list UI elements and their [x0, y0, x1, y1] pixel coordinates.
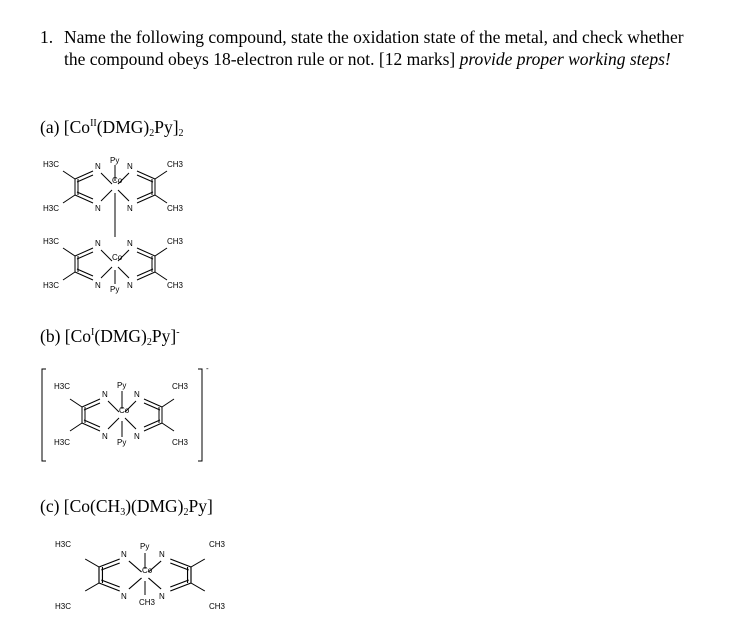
svg-text:N: N — [127, 204, 133, 213]
svg-text:CH3: CH3 — [139, 598, 156, 607]
svg-text:N: N — [127, 162, 133, 171]
svg-text:Py: Py — [140, 542, 150, 551]
svg-text:H3C: H3C — [55, 602, 72, 611]
svg-text:Co: Co — [142, 566, 153, 575]
part-a-heading: (a) $[Co^{II}(DMG)_2Py]_2$ — [40, 117, 184, 139]
svg-text:N: N — [102, 432, 108, 441]
svg-text:CH3: CH3 — [172, 438, 189, 447]
svg-text:CH3: CH3 — [209, 602, 226, 611]
svg-text:Py: Py — [110, 285, 120, 294]
svg-text:CH3: CH3 — [167, 204, 184, 213]
svg-text:H3C: H3C — [43, 281, 60, 290]
svg-text:N: N — [121, 592, 127, 601]
svg-text:N: N — [159, 550, 165, 559]
svg-text:N: N — [134, 432, 140, 441]
question-line-1: Name the following compound, state the oxidation state of the metal, and check whether — [64, 27, 684, 47]
py-label: Py — [110, 156, 120, 165]
svg-text:CH3: CH3 — [167, 237, 184, 246]
svg-text:H3C: H3C — [43, 237, 60, 246]
question-instruction: provide proper working steps! — [459, 49, 671, 69]
svg-text:H3C: H3C — [55, 540, 72, 549]
co-label: Co — [112, 176, 123, 185]
svg-text:CH3: CH3 — [167, 160, 184, 169]
svg-text:Py: Py — [117, 438, 127, 447]
svg-text:H3C: H3C — [43, 204, 60, 213]
svg-text:N: N — [134, 390, 140, 399]
svg-text:N: N — [127, 239, 133, 248]
question-number: 1. — [40, 27, 54, 47]
svg-text:CH3: CH3 — [167, 281, 184, 290]
svg-text:N: N — [95, 162, 101, 171]
structure-c — [55, 540, 226, 611]
svg-text:N: N — [95, 239, 101, 248]
charge-label: - — [206, 364, 209, 373]
svg-text:N: N — [95, 281, 101, 290]
svg-text:N: N — [95, 204, 101, 213]
svg-text:H3C: H3C — [54, 382, 71, 391]
svg-text:CH3: CH3 — [172, 382, 189, 391]
question-line-2-text: the compound obeys 18-electron rule or not. [12 marks] — [64, 49, 456, 69]
svg-text:N: N — [127, 281, 133, 290]
svg-text:Py: Py — [117, 381, 127, 390]
svg-text:H3C: H3C — [54, 438, 71, 447]
svg-text:N: N — [102, 390, 108, 399]
structure-a-upper — [43, 156, 184, 237]
svg-text:CH3: CH3 — [209, 540, 226, 549]
part-c-heading: (c) $[Co(CH_3)(DMG)_2Py]$ — [40, 496, 213, 518]
svg-text:N: N — [121, 550, 127, 559]
svg-text:Co: Co — [119, 406, 130, 415]
svg-text:H3C: H3C — [43, 160, 60, 169]
svg-text:Co: Co — [112, 253, 123, 262]
structure-b — [42, 364, 209, 461]
svg-text:N: N — [159, 592, 165, 601]
structure-a-lower — [43, 237, 184, 294]
part-b-heading: (b) $[Co^I(DMG)_2Py]^-$ — [40, 326, 180, 348]
